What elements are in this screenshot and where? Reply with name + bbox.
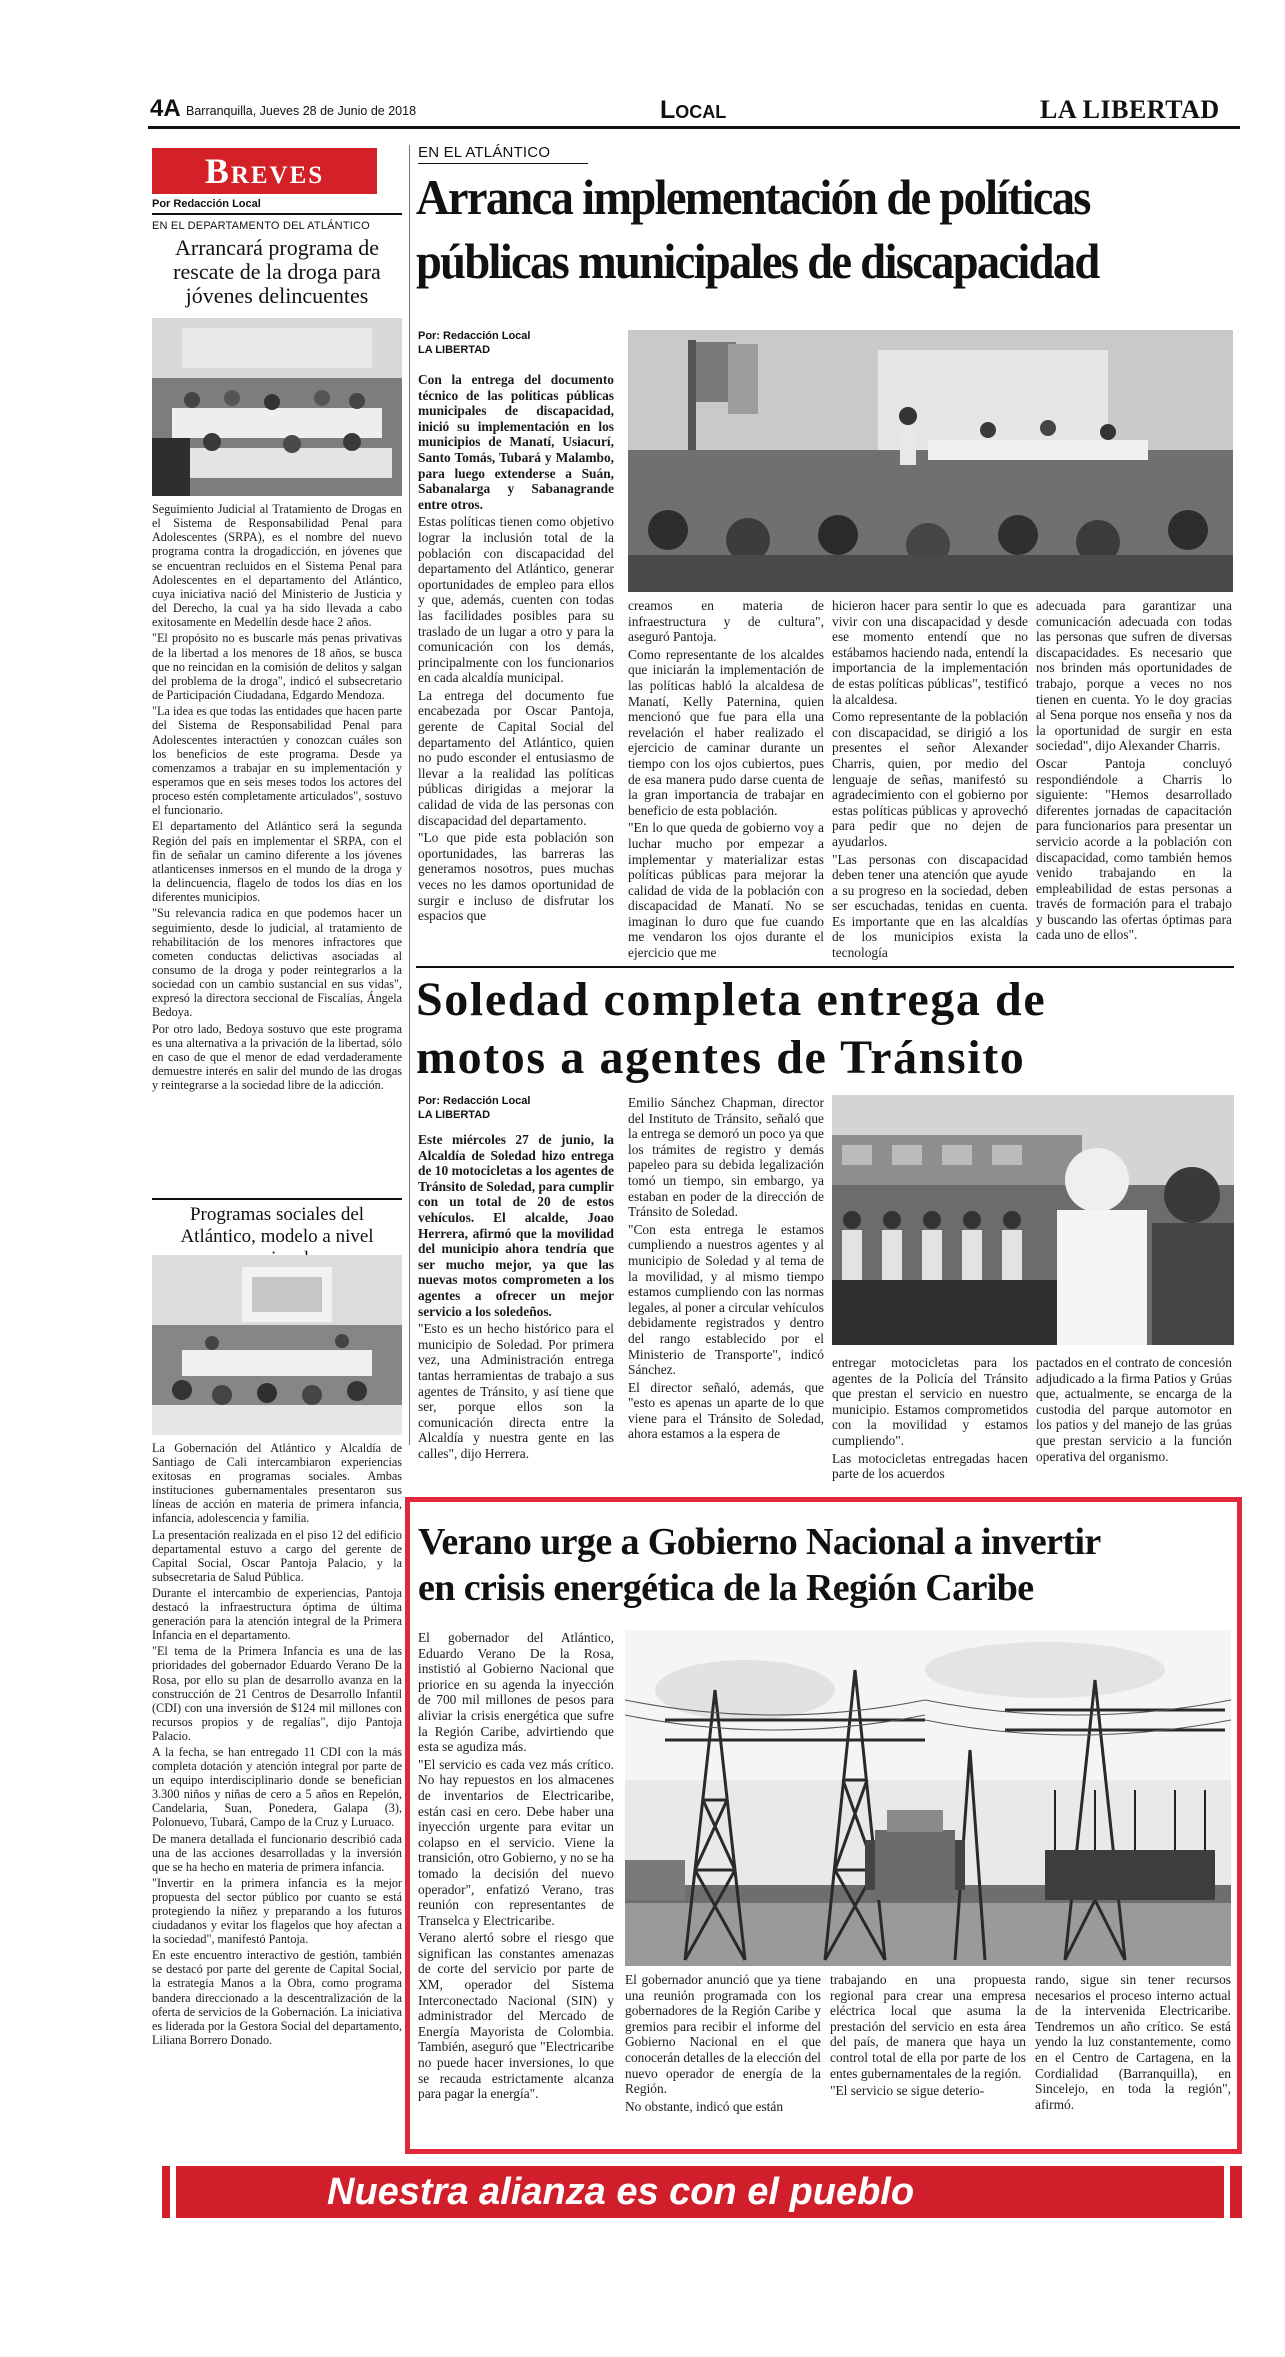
paragraph: Durante el intercambio de experiencias, Pantoja destacó la infraestructura óptima de última generación para la atención integral de la Primera Infancia en el departamento. xyxy=(152,1585,402,1643)
soledad-byline-2: LA LIBERTAD xyxy=(418,1109,491,1121)
discapacidad-headline-1: Arranca implementación de políticas xyxy=(416,169,1090,225)
paragraph: "Las personas con discapacidad deben tener una atención que ayude a su progreso en la sociedad, deben ser escuchadas, tenidas en cuenta. Es importante que en las alcaldías de los municipios exista la tecnología xyxy=(832,851,1028,961)
banner-stripe-left xyxy=(152,2166,162,2218)
soledad-byline-1: Por: Redacción Local xyxy=(418,1095,531,1107)
banner-stripe-right xyxy=(1224,2166,1230,2218)
paragraph: trabajando en una propuesta regional para crear una empresa eléctrica local que asuma la prestación del servicio en esta área del país, de manera que haya un control total de ella por parte de los entes gubernamentales de la región. xyxy=(830,1972,1026,2081)
breves-story2-headline: Programas sociales del Atlántico, modelo a nivel xyxy=(180,1204,374,1247)
paragraph: adecuada para garantizar una comunicación adecuada con todas las personas que sufren de diversas discapacidades. Es necesario que nos brinden más oportunidades de trabajo, porque a veces no nos tienen en cuenta. Yo le doy gracias al Sena porque nos enseña y nos da la oportunidad de surgir en esta sociedad", dijo Alexander Charris. xyxy=(1036,598,1232,754)
banner-slogan: Nuestra alianza es con el pueblo xyxy=(327,2171,915,2213)
paragraph: "El tema de la Primera Infancia es una de las prioridades del gobernador Eduardo Verano De la Rosa, por ello su plan de desarrollo avanza en la construcción de 21 Centros de Desarrollo Infantil (CDI) con una inversión de $124 mil millones con recursos propios y de regalías", dijo Pantoja Palacio. xyxy=(152,1644,402,1743)
breves-label: Breves xyxy=(204,151,325,191)
discapacidad-kicker: EN EL ATLÁNTICO xyxy=(418,144,551,161)
paragraph: Oscar Pantoja concluyó respondiéndole a Charris lo siguiente: "Hemos desarrollado diferentes jornadas de capacitación para funcionarios para presentar un servicio acorde a la población con discapacidad, como también hemos venido trabajando en la empleabilidad de estas personas a través de formación para el trabajo y buscando las ofertas óptimas para cada uno de ellos". xyxy=(1036,755,1232,943)
breves-label-box xyxy=(152,148,377,194)
paragraph: "El propósito no es buscarle más penas privativas de la libertad a los menores de 18 años, se busca que no reincidan en la comisión de delitos y salgan del problema de la droga", indicó el subsecretario de Participación Ciudadana, Edgardo Mendoza. xyxy=(152,631,402,703)
paragraph: El director señaló, además, que "esto es apenas un aparte de lo que viene para el Tránsito de Soledad, ahora estamos a la espera de xyxy=(628,1379,824,1442)
paragraph: entregar motocicletas para los agentes de la Policía del Tránsito que prestan el servicio en nuestro municipio. Estamos comprometidos con la movilidad y estamos cumpliendo". xyxy=(832,1355,1028,1448)
page-number: 4A xyxy=(150,95,181,122)
kicker-underline xyxy=(418,163,588,164)
discapacidad-byline-2: LA LIBERTAD xyxy=(418,344,491,356)
masthead: LA LIBERTAD xyxy=(1040,95,1220,124)
paragraph: "La idea es que todas las entidades que hacen parte del Sistema de Responsabilidad Penal para Adolescentes interactúen y conozcan cuáles son los beneficios de este programa. Desde ya comenzamos a trabajar en su implementación y esperamos que en seis meses todos los actores del proceso estén completamente articulados", sostuvo el funcionario. xyxy=(152,704,402,818)
paragraph: Emilio Sánchez Chapman, director del Instituto de Tránsito, señaló que la entrega se demoró un poco ya que los trámites de registro y demás papeleo para su debida legalización tomó un tiempo, sin embargo, ya estaban en poder de la dirección de Tránsito de Soledad. xyxy=(628,1095,824,1220)
paragraph: "Lo que pide esta población son oportunidades, las barreras las generamos nosotros, pues muchas veces no les damos oportunidad de surgir e incluso de disfrutar los espacios que xyxy=(418,830,614,924)
paragraph: La presentación realizada en el piso 12 del edificio departamental estuvo a cargo del gerente de Capital Social, Oscar Pantoja Palacio, y la subsecretaria de Salud Pública. xyxy=(152,1527,402,1584)
banner-stripe-left-2 xyxy=(170,2166,176,2218)
paragraph: El departamento del Atlántico será la segunda Región del país en implementar el SRPA, con el fin de señalar un camino diferente a los jóvenes atlanticenses inmersos en el mundo de la droga y la delincuencia, flagelo de todos los días en los diferentes municipios. xyxy=(152,819,402,905)
breves-story1-headline: Arrancará programa de rescate de la droga para jóvenes delincuentes xyxy=(173,235,381,308)
verano-col1 xyxy=(418,1630,614,2104)
paragraph: "El servicio es cada vez más crítico. No hay repuestos en los almacenes de inventarios de Electricaribe, están casi en cero. Debe haber una inyección urgente para evitar un colapso en el servicio. Viene la transición, otro Gobierno, y no se ha tomado la decisión del nuevo operador", enfatizó Verano, tras reunión con representantes de Transelca y Electricaribe. xyxy=(418,1756,614,1928)
breves-presentation-photo xyxy=(152,1255,402,1435)
paragraph: hicieron hacer para sentir lo que es vivir con una discapacidad y desde ese momento entendí que no estábamos haciendo nada, entendí la importancia de la implementación de estas políticas públicas", testificó la alcaldesa. xyxy=(832,598,1028,707)
paragraph: "Invertir en la primera infancia es la mejor propuesta del sector público por cuanto se está protegiendo la niñez y preparando a los futuros ciudadanos y evitar los flagelos que hoy afectan a la sociedad", manifestó Pantoja. xyxy=(152,1875,402,1947)
discapacidad-headline-2: públicas municipales de discapacidad xyxy=(416,233,1099,289)
soledad-traffic-agents-photo xyxy=(832,1095,1234,1345)
discapacidad-col1 xyxy=(418,372,614,926)
verano-col3 xyxy=(830,1972,1026,2101)
breves-rule xyxy=(152,213,402,215)
discapacidad-col3 xyxy=(832,598,1028,963)
paragraph: "Su relevancia radica en que podemos hacer un seguimiento, desde lo judicial, al tratamiento de rehabilitación de los menores infractores que cometen conductas delictivas asociadas al consumo de la droga y poder reintegrarlos a la sociedad con un cambio sustancial en sus vidas", expresó la directora seccional de Fiscalías, Ángela Bedoya. xyxy=(152,906,402,1020)
verano-col4 xyxy=(1035,1972,1231,2114)
paragraph: Por otro lado, Bedoya sostuvo que este programa es una alternativa a la privación de la libertad, sólo en caso de que el menor de edad verdaderamente demuestre interés en salir del mundo de las drogas y reintegrarse a la sociedad libre de la adicción. xyxy=(152,1021,402,1093)
breves-story1-kicker: EN EL DEPARTAMENTO DEL ATLÁNTICO xyxy=(152,220,370,232)
dateline: Barranquilla, Jueves 28 de Junio de 2018 xyxy=(186,104,417,118)
paragraph: De manera detallada el funcionario describió cada una de las acciones desarrolladas y la inversión que se ha hecho en materia de primera infancia. xyxy=(152,1831,402,1874)
paragraph: Estas políticas tienen como objetivo lograr la inclusión total de la población con discapacidad del departamento del Atlántico, generar oportunidades de empleo para ellos y que, además, cuenten con todas las facilidades posibles para su traslado de un lugar a otro y para la comunicación con los demás, principalmente con los funcionarios en cada alcaldía municipal. xyxy=(418,514,614,686)
paragraph: Seguimiento Judicial al Tratamiento de Drogas en el Sistema de Responsabilidad Penal para Adolescentes (SRPA), es el nombre del nuevo programa contra la drogadicción, en jóvenes que se encuentran recluidos en el Sistema Penal para Adolescentes en el departamento del Atlántico, cuya iniciativa nació del Ministerio de Justicia y del Derecho, la cual ya ha sido llevada a cabo exitosamente en Medellín desde hace 2 años. xyxy=(152,502,402,630)
verano-col2 xyxy=(625,1972,821,2116)
footer-banner xyxy=(152,2166,1242,2218)
discapacidad-col4 xyxy=(1036,598,1232,945)
soledad-col2 xyxy=(628,1095,824,1444)
paragraph: En este encuentro interactivo de gestión, también se destacó por parte del gerente de Capital Social, la estrategia Manos a la Obra, como programa bandera direccionado a la descentralización de la oferta de servicios de la Gobernación. La iniciativa es liderada por la Gestora Social del departamento, Liliana Borrero Donado. xyxy=(152,1948,402,2047)
discapacidad-col2 xyxy=(628,598,824,963)
paragraph: "El servicio se sigue deterio- xyxy=(830,2083,985,2099)
paragraph: creamos en materia de infraestructura y de cultura", aseguró Pantoja. xyxy=(628,598,824,645)
breves-meeting-photo xyxy=(152,318,402,496)
paragraph: "En lo que queda de gobierno voy a luchar mucho por empezar a implementar y materializar estas políticas públicas para mejorar la calidad de vida de la población con discapacidad de Manatí. No se imaginan lo duro que fue cuando me vendaron los ojos durante el ejercicio que me xyxy=(628,820,824,961)
breves-story2-body xyxy=(152,1441,402,2049)
paragraph: "Con esta entrega le estamos cumpliendo a nuestros agentes y al municipio de Soledad y al tema de la movilidad, y al mismo tiempo estamos cumpliendo con las normas legales, al poner a circular vehículos debidamente registrados y dentro del rango establecido por el Ministerio de Transporte", indicó Sánchez. xyxy=(628,1221,824,1378)
paragraph: "Esto es un hecho histórico para el municipio de Soledad. Por primera vez, una Administración entrega tantas herramientas de trabajo a sus agentes de Tránsito, y así tiene que ser, porque ellos son la comunicación directa entre la Alcaldía y nuestra gente en las calles", dijo Herrera. xyxy=(418,1321,614,1461)
verano-substation-photo xyxy=(625,1630,1231,1966)
soledad-headline-2: motos a agentes de Tránsito xyxy=(416,1031,1026,1084)
soledad-headline-1: Soledad completa entrega de xyxy=(416,973,1047,1026)
paragraph: La entrega del documento fue encabezada por Oscar Pantoja, gerente de Capital Social del departamento del Atlántico, quien no pudo esconder el entusiasmo de llevar a la realidad las políticas públicas dirigidas a mejorar la calidad de vida de las personas con discapacidad del departamento. xyxy=(418,687,614,828)
paragraph: A la fecha, se han entregado 11 CDI con la más completa dotación y atención integral por parte de un equipo interdisciplinario donde se benefician 3.300 niños y niñas de cero a 5 años en Repelón, Candelaria, Suan, Ponedera, Galapa (3), Polonuevo, Tubará, Campo de la Cruz y Luruaco. xyxy=(152,1744,402,1830)
paragraph: pactados en el contrato de concesión adjudicado a la firma Patios y Grúas que, actualmente, se encarga de la custodia del parque automotor en los patios y del manejo de las grúas que prestan servicio a la función operativa del organismo. xyxy=(1036,1355,1232,1464)
breves-story1-body xyxy=(152,502,402,1094)
paragraph: El gobernador anunció que ya tiene una reunión programada con los gobernadores de la Región Caribe y gremios para recibir el informe del Gobierno Nacional en el que conocerán detalles de la elección del nuevo operador de energía de la Región. xyxy=(625,1972,821,2097)
paragraph: Verano alertó sobre el riesgo que significan las constantes amenazas de corte del servicio por parte de XM, operador del Sistema Interconectado Nacional (SIN) y administrador del Mercado de Energía Mayorista de Colombia. También, aseguró que "Electricaribe no puede hacer inversiones, lo que se recauda estrictamente alcanza para pagar la energía". xyxy=(418,1930,614,2102)
discapacidad-byline-1: Por: Redacción Local xyxy=(418,330,531,342)
breves-byline: Por Redacción Local xyxy=(152,198,261,210)
paragraph: No obstante, indicó que están xyxy=(625,2098,784,2114)
section-name: Local xyxy=(660,96,727,124)
paragraph: Este miércoles 27 de junio, la Alcaldía de Soledad hizo entrega de 10 motocicletas a los agentes de Tránsito de Soledad, para cumplir con un total de 20 de estos vehículos. El alcalde, Joao Herrera, afirmó que la movilidad del municipio ahora tendría que ser mucho mejor, ya que las nuevas motos comprometen a los agentes a ofrecer un mejor servicio a los soledeños. xyxy=(418,1132,614,1319)
paragraph: Como representante de la población con discapacidad, se dirigió a los presentes el señor Alexander Charris, quien, por medio del lenguaje de señas, manifestó su agradecimiento con el gobierno por estas políticas públicas y aprovechó para pedir que no dejen de ayudarlos. xyxy=(832,709,1028,849)
paragraph: Como representante de los alcaldes que iniciarán la implementación de las políticas habló la alcaldesa de Manatí, Kelly Paternina, quien mencionó que fue para ella una revelación el haber realizado el ejercicio de caminar durante un tiempo con los ojos cubiertos, pues de esa manera pudo darse cuenta de la gran importancia de trabajar en beneficio de esta población. xyxy=(628,646,824,818)
paragraph: rando, sigue sin tener recursos necesarios el proceso interno actual de la intervenida Electricaribe. Tendremos un año crítico. Se está yendo la luz constantemente, como en el Centro de Cartagena, en la Cordialidad (Barranquilla), en Sincelejo, en toda la región", afirmó. xyxy=(1035,1972,1231,2112)
breves-divider xyxy=(152,1198,402,1200)
section-divider xyxy=(416,966,1234,968)
soledad-col1 xyxy=(418,1132,614,1463)
paragraph: El gobernador del Atlántico, Eduardo Verano De la Rosa, instistió al Gobierno Nacional que priorice en su agenda la inyección de 700 mil millones de pesos para aliviar la crisis energética que sufre la Región Caribe, advirtiendo que esta se agudiza más. xyxy=(418,1630,614,1755)
paragraph: Con la entrega del documento técnico de las políticas públicas municipales de discapacidad, inició su implementación en los municipios de Manatí, Usiacurí, Santo Tomás, Tubará y Malambo, para luego extenderse a Suán, Sabanalarga y Sabanagrande entre otros. xyxy=(418,372,614,512)
paragraph: La Gobernación del Atlántico y Alcaldía de Santiago de Cali intercambiaron experiencias exitosas en programas sociales. Ambas instituciones gubernamentales presentaron sus líneas de acción en materia de primera infancia, infancia, adolescencia y familia. xyxy=(152,1441,402,1526)
discapacidad-event-photo xyxy=(628,330,1233,592)
header-rule xyxy=(148,126,1240,129)
verano-headline-2: en crisis energética de la Región Caribe xyxy=(418,1567,1034,1609)
soledad-col4 xyxy=(1036,1355,1232,1466)
column-divider xyxy=(409,145,410,1445)
verano-headline-1: Verano urge a Gobierno Nacional a invertir xyxy=(418,1521,1101,1563)
soledad-col3 xyxy=(832,1355,1028,1484)
paragraph: Las motocicletas entregadas hacen parte de los acuerdos xyxy=(832,1450,1028,1482)
